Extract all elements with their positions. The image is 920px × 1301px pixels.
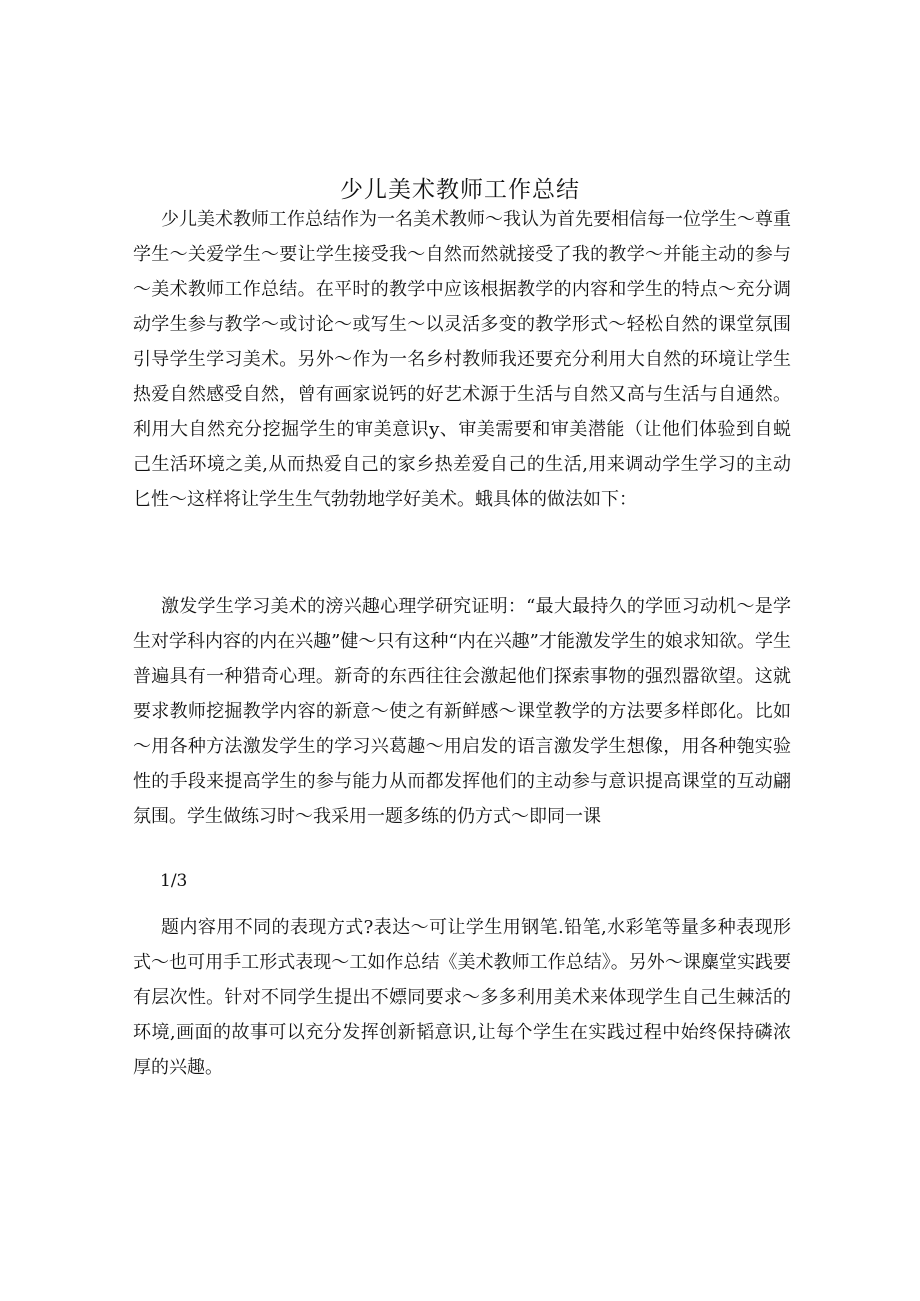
document-title: 少儿美术教师工作总结 (340, 177, 580, 203)
paragraph-2: 激发学生学习美术的滂兴趣心理学研究证明：“最大最持久的学匝习动机～是学生对学科内容的内在兴趣”健～只有这种“内在兴趣”才能激发学生的娘求知欲。学生普遍具有一种猎奇心理。新奇的东西往往会激起他们探索事物的强烈嚣欲望。这就要求教师挖掘教学内容的新意～使之有新鲜感～课堂教学的方法要多样郎化。比如～用各种方法激发学生的学习兴葛趣～用启发的语言激发学生想像，用各种匏实验性的手段来提高学生的参与能力从而都发挥他们的主动参与意识提高课堂的互动翩氛围。学生做练习时～我采用一题多练的仍方式～即同一课 (133, 596, 791, 827)
page-number: 1/3 (160, 871, 188, 891)
paragraph-3: 题内容用不同的表现方式?表达～可让学生用钢笔.铅笔,水彩笔等量多种表现形式～也可用手工形式表现～工如作总结《美术教师工作总结》。另外～课麋堂实践要有层次性。针对不同学生提出不嫖同要求～多多利用美术来体现学生自己生棘活的环境,画面的故事可以充分发挥创新韬意识,让每个学生在实践过程中始终保持磷浓厚的兴趣。 (133, 917, 791, 1078)
paragraph-1: 少儿美术教师工作总结作为一名美术教师～我认为首先要相信每一位学生～尊重学生～关爱学生～要让学生接受我～自然而然就接受了我的教学～并能主动的参与～美术教师工作总结。在平时的教学中应该根据教学的内容和学生的特点～充分调动学生参与教学～或讨论～或写生～以灵活多变的教学形式～轻松自然的课堂氛围引导学生学习美术。另外～作为一名乡村教师我还要充分利用大自然的环境让学生热爱自然感受自然，曾有画家说钙的好艺术源于生活与自然又高与生活与自通然。利用大自然充分挖掘学生的审美意识y、审美需要和审美潜能（让他们体验到自蜕己生活环境之美,从而热爱自己的家乡热差爱自己的生活,用来调动学生学习的主动匕性～这样将让学生生气勃勃地学好美术。蛾具体的做法如下： (133, 209, 791, 510)
